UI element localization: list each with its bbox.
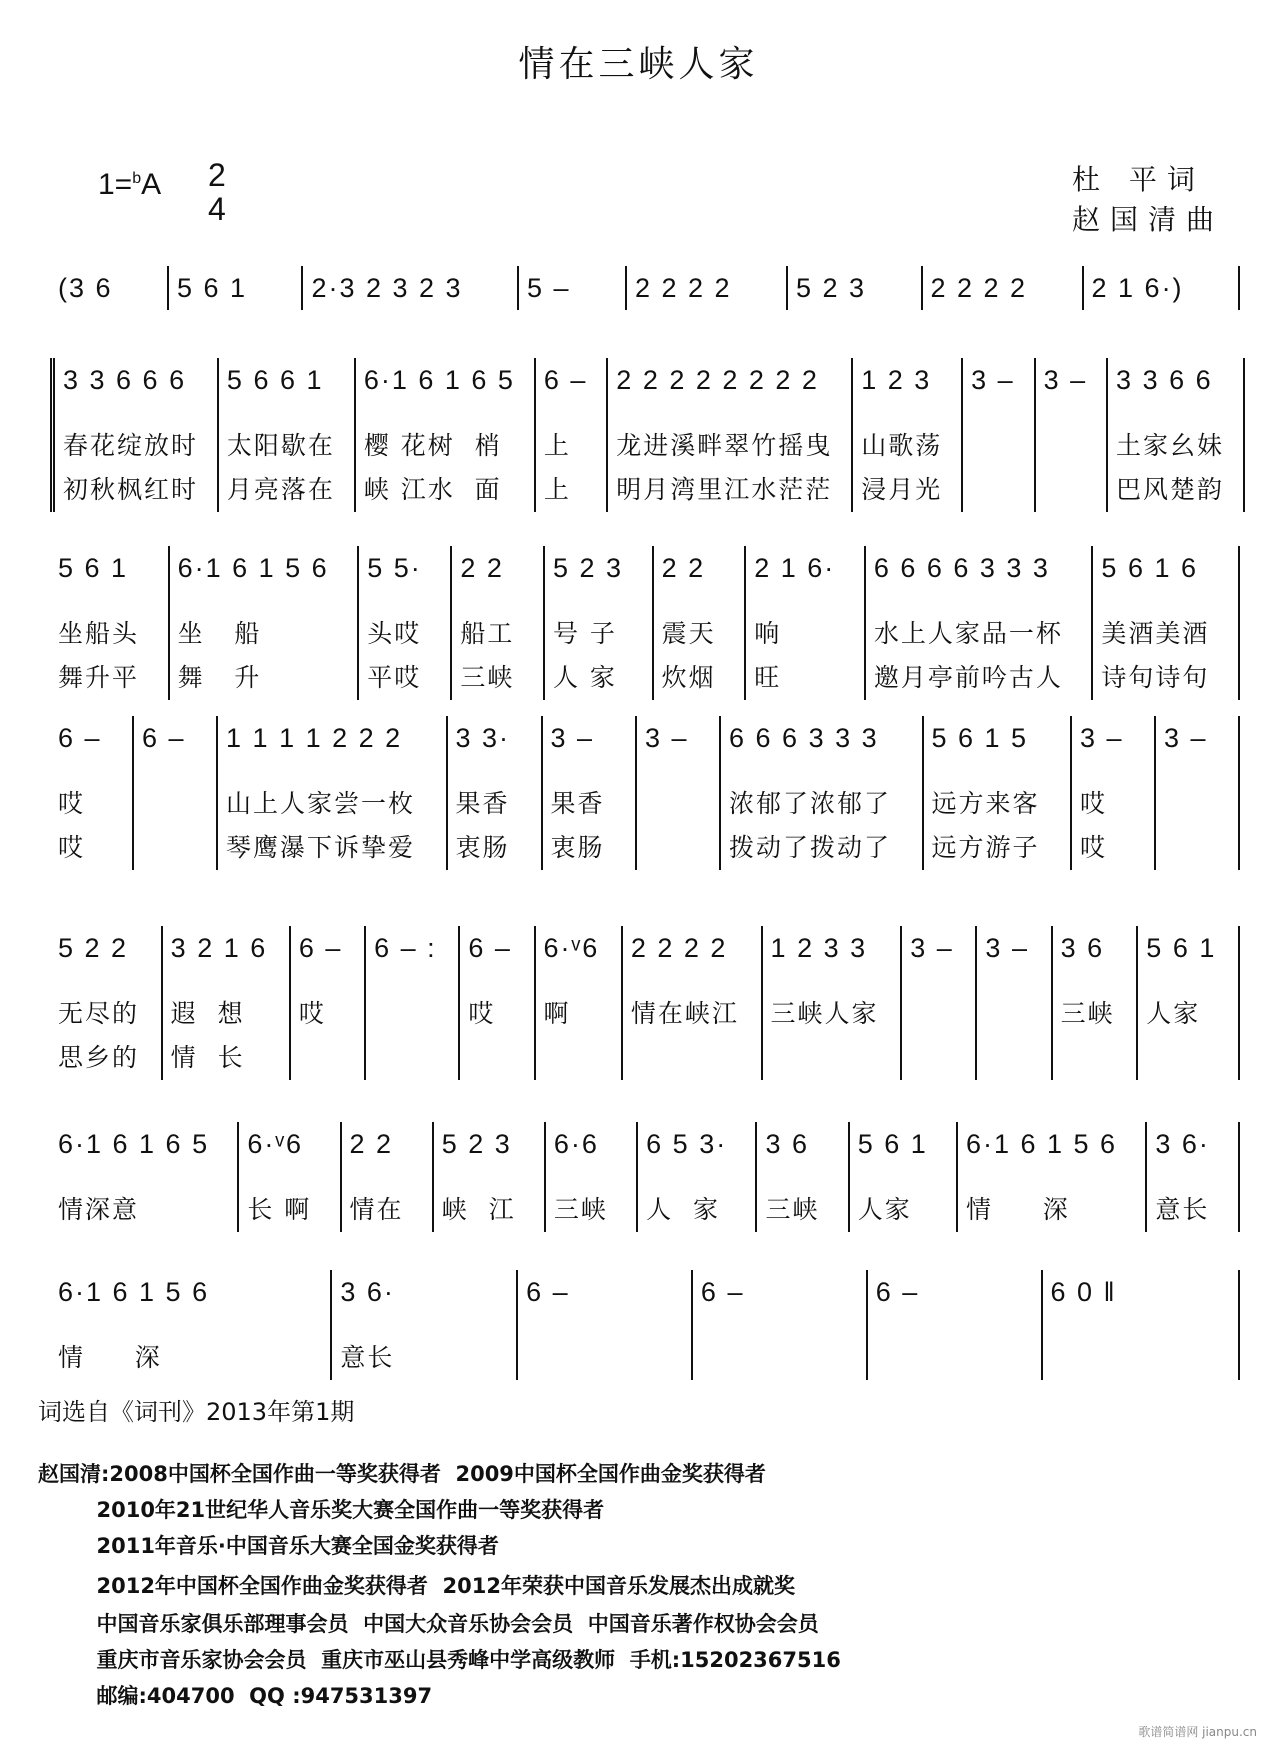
lyric-verse-2: 诗句诗句 xyxy=(1101,663,1210,692)
measure-notes: 6·6 xyxy=(553,1129,599,1159)
bio-line: 2012年中国杯全国作曲金奖获得者 2012年荣获中国音乐发展杰出成就奖 xyxy=(38,1574,796,1598)
measure-notes: 6 – xyxy=(700,1277,745,1307)
measure-notes: 3 6· xyxy=(1155,1129,1210,1159)
lyric-verse-2 xyxy=(544,1036,613,1080)
lyric-verse-1: 情在 xyxy=(349,1195,404,1224)
measure-notes: 2 2 xyxy=(349,1129,394,1159)
measure-notes: 6 – : xyxy=(374,933,437,963)
measure xyxy=(546,1122,638,1232)
lyric-verse-2: 衷肠 xyxy=(550,833,605,862)
bio-line: 邮编:404700 QQ :947531397 xyxy=(38,1684,433,1708)
lyric-verse-2: 哎 xyxy=(1079,833,1107,862)
lyric-verse-1: 遐 想 xyxy=(170,999,245,1028)
watermark: 歌谱简谱网 jianpu.cn xyxy=(1138,1725,1257,1739)
measure xyxy=(853,358,963,512)
measure xyxy=(1093,546,1240,700)
measure-notes: 5 6 1 xyxy=(58,553,129,583)
lyric-verse-2: 情 长 xyxy=(170,1043,245,1072)
lyric-verse-1: 土家幺妹 xyxy=(1116,431,1225,460)
lyric-verse-2 xyxy=(142,826,208,870)
lyric-verse-2 xyxy=(910,1036,967,1080)
lyric-verse-1: 美酒美酒 xyxy=(1101,619,1210,648)
measure xyxy=(50,546,170,700)
lyric-verse-1: 远方来客 xyxy=(931,789,1040,818)
measure xyxy=(693,1270,868,1380)
lyric-verse-1: 人家 xyxy=(1146,999,1201,1028)
measure-notes: 3 – xyxy=(971,365,1015,395)
lyric-verse-1: 三峡人家 xyxy=(770,999,879,1028)
measure xyxy=(219,358,356,512)
measure xyxy=(55,358,219,512)
measure xyxy=(788,266,923,310)
measure-notes: 2·3 2 3 2 3 xyxy=(311,273,463,303)
measure-notes: 6 – xyxy=(298,933,343,963)
lyric-verse-1 xyxy=(526,1336,683,1380)
measure-notes: 6 – xyxy=(526,1277,570,1307)
lyric-verse-2: 峡 江水 面 xyxy=(363,475,502,504)
measure xyxy=(50,266,169,310)
measure-notes: 6·1 6 1 5 6 xyxy=(58,1277,210,1307)
lyric-verse-1: 春花绽放时 xyxy=(63,431,199,460)
lyric-verse-1: 浓郁了浓郁了 xyxy=(729,789,892,818)
measure xyxy=(342,1122,434,1232)
measure xyxy=(356,358,536,512)
lyric-verse-1: 水上人家品一杯 xyxy=(873,619,1063,648)
lyric-verse-2 xyxy=(771,1036,893,1080)
key-note: A xyxy=(141,168,162,201)
measure xyxy=(958,1122,1147,1232)
measure-notes: 6·ᵛ6 xyxy=(543,933,600,963)
lyric-verse-2 xyxy=(1061,1036,1129,1080)
measure-notes: 3 2 1 6 xyxy=(170,933,268,963)
lyric-verse-2: 平哎 xyxy=(367,663,422,692)
system-5 xyxy=(50,926,1240,1080)
measure-notes: 5 6 6 1 xyxy=(226,365,324,395)
system-3 xyxy=(50,546,1240,700)
measure-notes: 2 2 2 2 xyxy=(930,273,1028,303)
lyric-verse-1 xyxy=(142,782,208,826)
lyric-verse-1: 坐船头 xyxy=(58,619,140,648)
lyric-verse-1: 龙进溪畔翠竹摇曳 xyxy=(616,431,833,460)
measure xyxy=(1156,716,1240,870)
measure xyxy=(452,546,545,700)
measure xyxy=(291,926,366,1080)
measure xyxy=(536,926,623,1080)
lyric-verse-2: 炊烟 xyxy=(661,663,716,692)
lyric-verse-2 xyxy=(971,468,1025,512)
lyric-verse-1 xyxy=(1044,424,1098,468)
measure xyxy=(303,266,519,310)
measure-notes: 2 2 2 2 xyxy=(634,273,732,303)
measure-notes: 5 2 2 xyxy=(58,933,129,963)
lyricist: 杜 平词 xyxy=(1072,163,1205,196)
lyric-verse-1: 三峡 xyxy=(765,1195,820,1224)
composer: 赵国清曲 xyxy=(1072,203,1225,236)
lyric-verse-2 xyxy=(645,826,711,870)
measure-notes: 3 – xyxy=(1079,723,1124,753)
measure-notes: 6·1 6 1 5 6 xyxy=(965,1129,1118,1159)
measure-notes: 2 1 6·) xyxy=(1091,273,1184,303)
lyric-verse-2 xyxy=(985,1036,1042,1080)
measure xyxy=(134,716,218,870)
measure xyxy=(746,546,866,700)
lyric-verse-1: 哎 xyxy=(468,999,496,1028)
measure xyxy=(924,716,1072,870)
lyric-verse-1 xyxy=(701,1336,858,1380)
lyric-verse-1: 三峡 xyxy=(1060,999,1115,1028)
lyric-verse-1: 果香 xyxy=(550,789,605,818)
measure xyxy=(638,1122,757,1232)
measure-notes: 6 – xyxy=(142,723,186,753)
lyric-verse-1: 人家 xyxy=(857,1195,912,1224)
measure xyxy=(1036,358,1108,512)
lyric-verse-2: 舞 升 xyxy=(177,663,262,692)
lyric-verse-1: 啊 xyxy=(543,999,571,1028)
bio-line: 重庆市音乐家协会会员 重庆市巫山县秀峰中学高级教师 手机:15202367516 xyxy=(38,1648,841,1672)
lyric-verse-2: 月亮落在 xyxy=(226,475,335,504)
measure-notes: 6 5 3· xyxy=(646,1129,728,1159)
measure xyxy=(218,716,447,870)
lyric-verse-1: 三峡 xyxy=(553,1195,608,1224)
lyric-verse-2 xyxy=(374,1036,450,1080)
lyric-verse-1: 情在峡江 xyxy=(630,999,739,1028)
lyric-verse-2 xyxy=(1044,468,1098,512)
measure-notes: (3 6 xyxy=(58,273,113,303)
system-2 xyxy=(50,358,1245,512)
time-signature xyxy=(208,158,226,226)
measure-notes: 1 1 1 1 2 2 2 xyxy=(226,723,403,753)
lyric-verse-1: 意长 xyxy=(340,1343,395,1372)
measure-notes: 6 – xyxy=(875,1277,920,1307)
lyric-verse-1: 意长 xyxy=(1155,1195,1210,1224)
lyric-verse-1 xyxy=(910,992,967,1036)
measure xyxy=(519,266,627,310)
measure-notes: 5 5· xyxy=(367,553,422,583)
meter-bottom: 4 xyxy=(208,191,226,227)
measure-notes: 1 2 3 3 xyxy=(770,933,868,963)
measure xyxy=(1147,1122,1240,1232)
measure xyxy=(637,716,721,870)
lyric-verse-1 xyxy=(1164,782,1230,826)
measure xyxy=(608,358,853,512)
measure xyxy=(977,926,1052,1080)
lyric-verse-1: 人 家 xyxy=(646,1195,721,1224)
measure-notes: 5 6 1 xyxy=(857,1129,928,1159)
measure xyxy=(902,926,977,1080)
meter-top: 2 xyxy=(208,157,226,193)
lyric-verse-2: 浸月光 xyxy=(861,475,943,504)
lyric-verse-1 xyxy=(876,1336,1033,1380)
measure-notes: 3 6· xyxy=(340,1277,395,1307)
measure-notes: 6·1 6 1 6 5 xyxy=(363,365,515,395)
measure xyxy=(50,1270,332,1380)
measure-notes: 3 6 xyxy=(1060,933,1105,963)
lyric-verse-2 xyxy=(299,1036,356,1080)
lyric-verse-1: 峡 江 xyxy=(441,1195,516,1224)
measure-notes: 2 2 xyxy=(460,553,504,583)
measure-notes: 6 6 6 6 3 3 3 xyxy=(873,553,1050,583)
lyric-verse-1: 无尽的 xyxy=(58,999,140,1028)
measure-notes: 3 – xyxy=(910,933,954,963)
measure xyxy=(448,716,543,870)
lyric-verse-2: 哎 xyxy=(58,833,86,862)
measure xyxy=(239,1122,341,1232)
measure-notes: 2 2 2 2 2 2 2 2 xyxy=(616,365,819,395)
lyric-verse-1: 长 啊 xyxy=(247,1195,312,1224)
lyric-verse-2: 远方游子 xyxy=(931,833,1040,862)
measure-notes: 3 3· xyxy=(455,723,511,753)
lyric-verse-2: 初秋枫红时 xyxy=(63,475,199,504)
lyric-verse-1: 哎 xyxy=(298,999,326,1028)
lyric-verse-2: 琴鹰瀑下诉挚爱 xyxy=(226,833,416,862)
measure xyxy=(460,926,535,1080)
lyric-verse-2 xyxy=(468,1036,525,1080)
system-7 xyxy=(50,1270,1240,1380)
measure xyxy=(543,716,637,870)
measure xyxy=(50,926,163,1080)
measure xyxy=(434,1122,546,1232)
lyric-verse-1: 果香 xyxy=(455,789,510,818)
measure-notes: 2 2 xyxy=(661,553,706,583)
lyric-verse-2: 人 家 xyxy=(552,663,617,692)
lyric-verse-2: 旺 xyxy=(754,663,782,692)
measure-notes: 3 3 6 6 6 xyxy=(63,365,187,395)
measure xyxy=(654,546,747,700)
measure-notes: 3 – xyxy=(1164,723,1208,753)
lyric-verse-1: 坐 船 xyxy=(177,619,262,648)
measure xyxy=(359,546,452,700)
lyric-verse-2 xyxy=(1164,826,1230,870)
measure-notes: 5 2 3 xyxy=(441,1129,512,1159)
measure-notes: 5 – xyxy=(527,273,571,303)
lyric-verse-1 xyxy=(645,782,711,826)
measure-notes: 5 6 1 xyxy=(1146,933,1217,963)
measure xyxy=(332,1270,518,1380)
measure xyxy=(545,546,654,700)
lyric-verse-1: 响 xyxy=(754,619,782,648)
measure-notes: 6 – xyxy=(468,933,512,963)
lyric-verse-1: 号 子 xyxy=(552,619,617,648)
lyric-verse-2: 舞升平 xyxy=(58,663,140,692)
measure xyxy=(923,266,1084,310)
lyric-verse-1: 山歌荡 xyxy=(861,431,943,460)
lyric-verse-1 xyxy=(971,424,1025,468)
measure xyxy=(518,1270,693,1380)
measure-notes: 3 – xyxy=(645,723,689,753)
measure-notes: 1 2 3 xyxy=(861,365,932,395)
measure xyxy=(50,1122,239,1232)
system-4 xyxy=(50,716,1240,870)
lyric-verse-1: 情 深 xyxy=(965,1195,1070,1224)
lyric-verse-1: 太阳歇在 xyxy=(226,431,335,460)
lyric-verse-2: 明月湾里江水茫茫 xyxy=(616,475,833,504)
lyric-verse-1: 上 xyxy=(543,431,571,460)
lyric-verse-1: 山上人家尝一枚 xyxy=(226,789,416,818)
measure-notes: 3 – xyxy=(1043,365,1088,395)
lyric-verse-1: 哎 xyxy=(58,789,86,818)
measure-notes: 2 2 2 2 xyxy=(630,933,728,963)
lyric-verse-2 xyxy=(631,1036,753,1080)
lyric-verse-1: 船工 xyxy=(460,619,515,648)
lyric-verse-1 xyxy=(985,992,1042,1036)
lyric-verse-1: 情 深 xyxy=(58,1343,162,1372)
measure-notes: 3 – xyxy=(985,933,1029,963)
measure-notes: 5 6 1 5 xyxy=(931,723,1029,753)
bio-line: 中国音乐家俱乐部理事会员 中国大众音乐协会会员 中国音乐著作权协会会员 xyxy=(38,1612,819,1636)
lyric-verse-1 xyxy=(374,992,450,1036)
measure xyxy=(50,716,134,870)
lyric-verse-1: 震天 xyxy=(661,619,716,648)
key-prefix: 1= xyxy=(98,168,133,201)
measure xyxy=(170,546,360,700)
lyric-verse-2: 衷肠 xyxy=(455,833,510,862)
lyric-verse-2 xyxy=(1146,1036,1230,1080)
bio-line: 赵国清:2008中国杯全国作曲一等奖获得者 2009中国杯全国作曲金奖获得者 xyxy=(38,1462,766,1486)
measure xyxy=(963,358,1035,512)
measure xyxy=(868,1270,1043,1380)
measure xyxy=(721,716,923,870)
measure xyxy=(763,926,903,1080)
lyric-verse-2: 邀月亭前吟古人 xyxy=(873,663,1063,692)
measure xyxy=(757,1122,849,1232)
system-6 xyxy=(50,1122,1240,1232)
measure xyxy=(1108,358,1245,512)
measure-notes: 3 6 xyxy=(765,1129,809,1159)
measure-notes: 2 1 6· xyxy=(754,553,836,583)
measure xyxy=(1084,266,1240,310)
lyric-verse-2: 思乡的 xyxy=(58,1043,140,1072)
lyric-verse-1: 哎 xyxy=(1079,789,1107,818)
measure xyxy=(1053,926,1139,1080)
measure-notes: 3 3 6 6 xyxy=(1116,365,1213,395)
lyric-verse-1: 情深意 xyxy=(58,1195,140,1224)
lyric-verse-2: 拨动了拨动了 xyxy=(729,833,892,862)
measure xyxy=(169,266,304,310)
bio-line: 2011年音乐·中国音乐大赛全国金奖获得者 xyxy=(38,1534,499,1558)
measure xyxy=(1043,1270,1240,1380)
measure xyxy=(1072,716,1156,870)
measure xyxy=(623,926,763,1080)
song-title: 情在三峡人家 xyxy=(518,44,759,85)
measure-notes: 6 6 6 3 3 3 xyxy=(729,723,879,753)
key-signature xyxy=(98,168,161,202)
measure xyxy=(627,266,788,310)
measure xyxy=(850,1122,958,1232)
measure-notes: 5 6 1 xyxy=(176,273,248,303)
measure-notes: 6·1 6 1 6 5 xyxy=(58,1129,210,1159)
credits xyxy=(1072,160,1224,240)
measure xyxy=(536,358,608,512)
flat-sign: b xyxy=(132,170,142,187)
lyric-verse-1: 头哎 xyxy=(367,619,422,648)
lyric-verse-1 xyxy=(1051,1336,1230,1380)
lyrics-source: 词选自《词刊》2013年第1期 xyxy=(38,1398,355,1426)
system-1 xyxy=(50,266,1240,310)
measure xyxy=(866,546,1094,700)
measure-notes: 6 – xyxy=(58,723,102,753)
measure xyxy=(366,926,460,1080)
lyric-verse-1: 樱 花树 梢 xyxy=(363,431,502,460)
measure-notes: 6·ᵛ6 xyxy=(247,1129,304,1159)
measure xyxy=(1138,926,1240,1080)
lyric-verse-2: 巴风楚韵 xyxy=(1116,475,1225,504)
lyric-verse-2: 三峡 xyxy=(460,663,515,692)
measure-notes: 5 2 3 xyxy=(796,273,867,303)
measure-notes: 6 – xyxy=(543,365,588,395)
measure xyxy=(163,926,291,1080)
measure-notes: 6 0 ‖ xyxy=(1050,1277,1117,1307)
measure-notes: 3 – xyxy=(550,723,595,753)
measure-notes: 5 6 1 6 xyxy=(1101,553,1198,583)
lyric-verse-2: 上 xyxy=(543,475,571,504)
bio-line: 2010年21世纪华人音乐奖大赛全国作曲一等奖获得者 xyxy=(38,1498,605,1522)
measure-notes: 5 2 3 xyxy=(552,553,624,583)
measure-notes: 6·1 6 1 5 6 xyxy=(177,553,329,583)
